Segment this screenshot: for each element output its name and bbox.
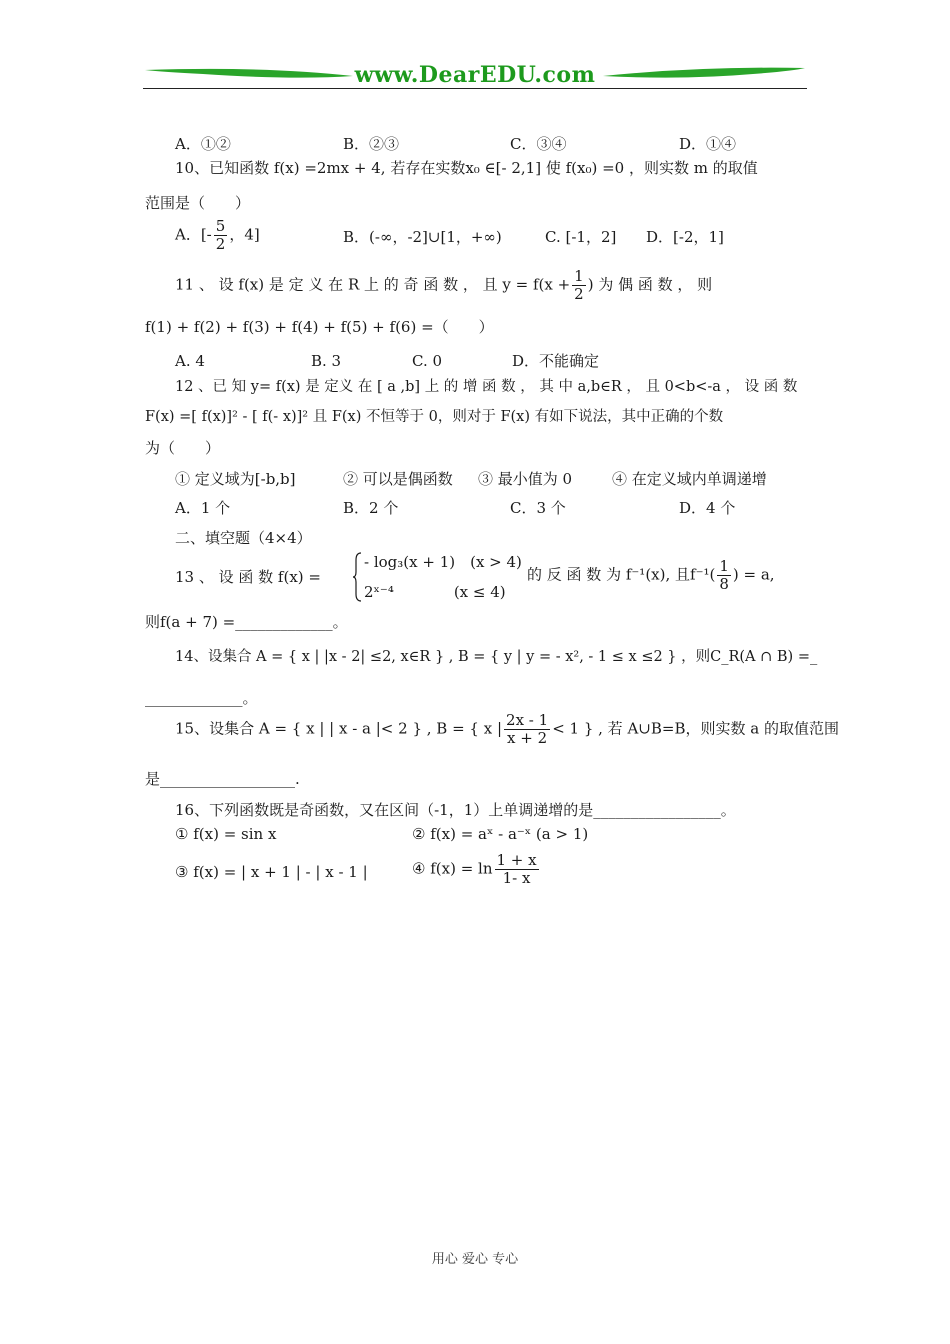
fraction-numerator: 1 + x (496, 851, 537, 869)
q10-option-a-fraction (214, 218, 228, 253)
q15-stem-post: < 1 } , 若 A∪B=B，则实数 a 的取值范围 (552, 719, 839, 738)
fraction-numerator: 1 (574, 267, 584, 285)
q11-option-c: C. 0 (412, 352, 443, 370)
q11-option-a: A. 4 (175, 352, 205, 370)
q11-stem-cont: f(1) + f(2) + f(3) + f(4) + f(5) + f(6) =（ ） (145, 318, 494, 336)
q12-option-d: D．4 个 (679, 499, 736, 517)
q12-option-a: A．1 个 (175, 499, 231, 517)
q16-function-4 (412, 852, 541, 887)
q11-stem-post: ) 为 偶 函 数 ， 则 (587, 275, 713, 294)
q13-answer-line: 则f(a + 7) =_____________。 (145, 613, 348, 631)
q12-statement-1: ① 定义域为[-b,b] (175, 470, 296, 488)
q11-fraction (572, 268, 586, 303)
fraction-numerator: 2x - 1 (506, 711, 549, 729)
fraction-denominator: 8 (719, 575, 729, 593)
q12-option-b: B．2 个 (343, 499, 399, 517)
q12-stem: 12 、已 知 y= f(x) 是 定义 在 [ a ,b] 上 的 增 函 数 ， 其 中 a,b∈R ， 且 0<b<-a ， 设 函 数 (175, 379, 798, 395)
q15-stem (175, 712, 839, 747)
q16-function-4-fraction (495, 852, 539, 887)
q15-fraction (504, 712, 550, 747)
q15-stem-pre: 15、设集合 A = { x | | x - a |< 2 } , B = { x | (175, 719, 503, 738)
q11-stem (175, 268, 712, 303)
q10-option-a (175, 218, 260, 253)
q13-case-2: 2ˣ⁻⁴ (x ≤ 4) (364, 583, 506, 601)
q12-stem-end: 为（ ） (145, 439, 221, 457)
q16-stem: 16、下列函数既是奇函数，又在区间（-1，1）上单调递增的是_________________。 (175, 801, 736, 819)
fraction-denominator: 1- x (502, 869, 531, 887)
q13-stem-pre: 13 、 设 函 数 f(x) = (175, 568, 321, 586)
header-rule (143, 88, 807, 89)
site-brand: www.DearEDU.com (354, 62, 596, 88)
q9-option-d: D．①④ (679, 135, 737, 153)
q15-answer-line: 是__________________. (145, 770, 300, 788)
q9-option-c: C．③④ (510, 135, 567, 153)
fraction-denominator: 2 (574, 285, 584, 303)
q12-statement-3: ③ 最小值为 0 (478, 470, 573, 488)
left-brace-icon (352, 552, 362, 602)
q10-stem: 10、已知函数 f(x) =2mx + 4, 若存在实数x₀ ∈[- 2,1] 使 f(x₀) =0 ，则实数 m 的取值 (175, 159, 758, 177)
fraction-numerator: 1 (719, 557, 729, 575)
q12-statement-4: ④ 在定义域内单调递增 (612, 470, 767, 488)
fraction-numerator: 5 (215, 217, 226, 235)
q13-stem-post (527, 558, 775, 593)
q9-option-b: B．②③ (343, 135, 400, 153)
fraction-denominator: x + 2 (507, 729, 548, 747)
q11-option-b: B. 3 (311, 352, 342, 370)
section-title-fill-in: 二、填空题（4×4） (175, 529, 312, 547)
q13-case-1: - log₃(x + 1) (x > 4) (364, 553, 522, 571)
q16-function-3: ③ f(x) = | x + 1 | - | x - 1 | (175, 863, 368, 881)
q14-answer-line: _____________。 (145, 689, 258, 707)
q13-fraction (717, 558, 731, 593)
q13-post-post: ) = a, (732, 565, 775, 584)
q16-function-1: ① f(x) = sin x (175, 825, 277, 843)
q9-option-a: A．①② (175, 135, 231, 153)
q16-function-4-pre: ④ f(x) = ln (412, 859, 493, 878)
q10-option-c: C. [-1，2] (545, 228, 617, 246)
q11-option-d: D．不能确定 (512, 352, 600, 370)
q14-stem: 14、设集合 A = { x | |x - 2| ≤2, x∈R } , B = { y | y = - x², - 1 ≤ x ≤2 } ，则C_R(A ∩ B) =_ (175, 649, 818, 665)
page-footer: 用心 爱心 专心 (431, 1252, 519, 1267)
q10-option-b: B．(-∞，-2]∪[1，+∞) (343, 228, 502, 246)
q12-option-c: C．3 个 (510, 499, 566, 517)
q11-stem-pre: 11 、 设 f(x) 是 定 义 在 R 上 的 奇 函 数 ， 且 y = f(x + (175, 275, 571, 294)
q10-option-a-pre: A．[- (175, 225, 212, 244)
q10-option-a-post: ，4] (229, 225, 260, 244)
q10-stem-cont: 范围是（ ） (145, 194, 251, 212)
q12-stem-cont: F(x) =[ f(x)]² - [ f(- x)]² 且 F(x) 不恒等于 0，则对于 F(x) 有如下说法，其中正确的个数 (145, 409, 724, 425)
q16-function-2: ② f(x) = aˣ - a⁻ˣ (a > 1) (412, 825, 589, 843)
q12-statement-2: ② 可以是偶函数 (343, 470, 453, 488)
q13-post-pre: 的 反 函 数 为 f⁻¹(x), 且f⁻¹( (527, 565, 716, 584)
q10-option-d: D．[-2，1] (646, 228, 724, 246)
fraction-denominator: 2 (215, 235, 226, 253)
